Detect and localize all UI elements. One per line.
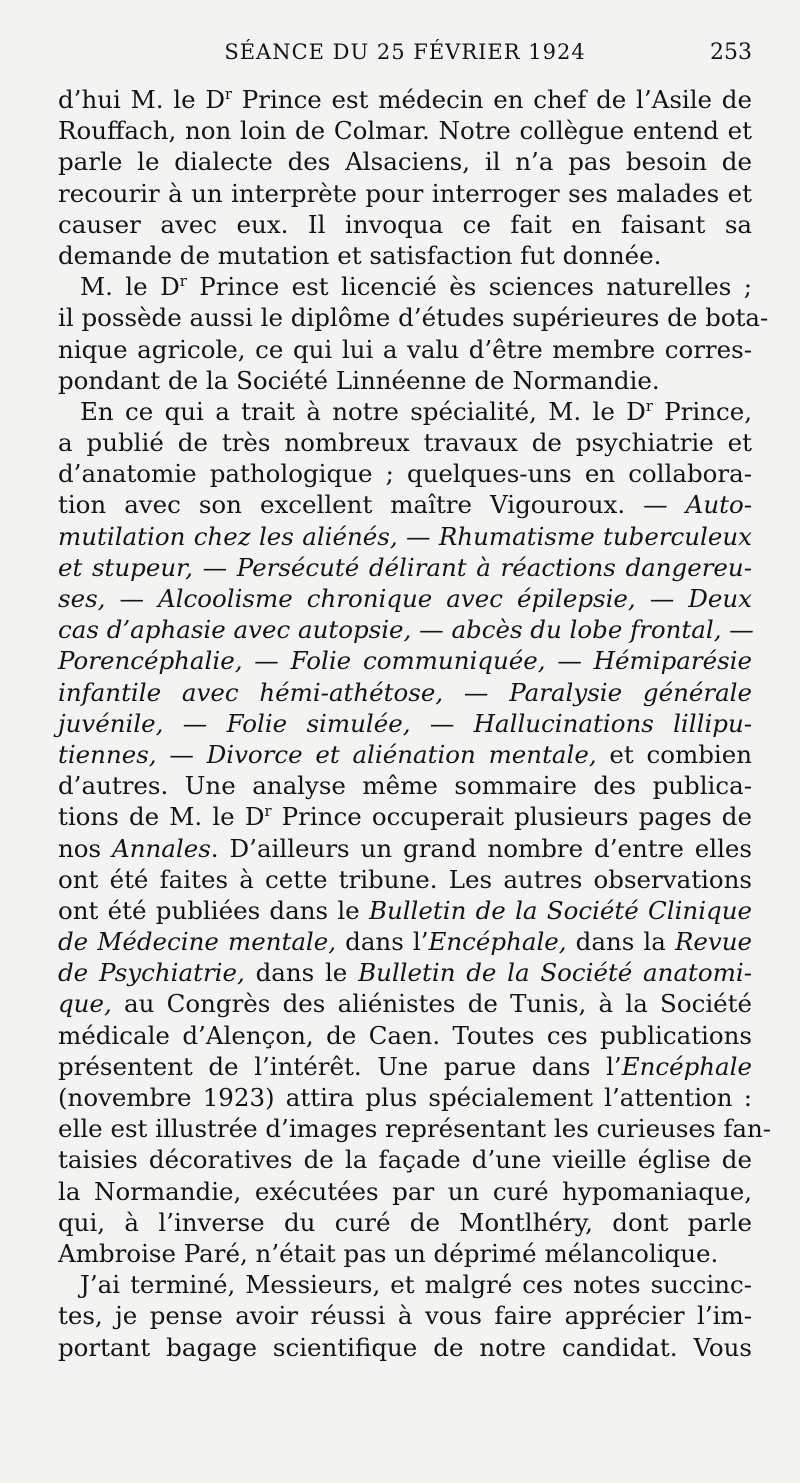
italic-text: Paralysie générale [509,677,753,707]
text-line [58,146,752,177]
text-line [58,240,752,271]
text-line [58,583,752,614]
text-segment: causer avec eux. Il invoqua ce fait en faisant sa [58,209,752,239]
italic-text: Encéphale, [428,927,567,957]
text-segment: présentent de l’intérêt. Une parue dans l’ [58,1051,622,1081]
text-segment: dans la [566,927,675,957]
text-segment: dans le [244,958,359,988]
italic-text: Hémiparésie [593,646,753,676]
italic-text: que, [58,989,112,1019]
text-line [58,864,752,895]
text-line [58,458,752,489]
text-segment: tion avec son excellent maître Vigouroux. — [58,490,686,520]
text-segment: d’anatomie pathologique ; quelques-uns en collabora- [58,459,752,489]
text-segment: — [163,708,227,738]
italic-text: juvénile, [58,708,164,738]
text-segment: tions de M. le D [58,802,265,832]
text-segment: — [721,615,754,645]
text-segment: et combien [596,739,753,769]
italic-text: Auto- [685,490,752,520]
text-line [58,1300,752,1331]
italic-text: Annales [112,833,211,863]
text-segment: tes, je pense avoir réussi à vous faire apprécier l’im- [58,1301,752,1331]
text-line [58,1238,752,1269]
italic-text: Revue [674,927,753,957]
italic-text: Hallucinations lillipu- [473,708,753,738]
text-segment: ont été publiées dans le [58,895,369,925]
text-segment: pondant de la Société Linnéenne de Normandie. [58,365,660,395]
superscript: r [179,273,187,291]
superscript: r [264,803,272,821]
text-segment: J’ai terminé, Messieurs, et malgré ces notes succinc- [80,1270,752,1300]
text-segment: d’hui M. le D [58,85,225,114]
italic-text: Porencéphalie, [58,646,243,676]
text-segment: — [410,708,474,738]
text-segment: — [192,552,237,582]
italic-text: Encéphale [621,1051,752,1081]
text-segment: Prince est licencié ès sciences naturelles ; [186,272,752,302]
page-header [58,40,752,76]
text-segment: au Congrès des aliénistes de Tunis, à la Société [111,989,752,1019]
text-line [58,1144,752,1175]
text-line [58,552,752,583]
italic-text: Folie simulée, [226,708,411,738]
text-segment: M. le D [80,272,180,302]
text-segment: elle est illustrée d’images représentant les curieuses fan- [58,1114,772,1144]
running-head: SÉANCE DU 25 FÉVRIER 1924 [224,40,586,64]
page-number: 253 [710,40,752,65]
text-line [58,489,752,520]
text-segment: qui, à l’inverse du curé de Montlhéry, dont parle [58,1207,752,1237]
text-segment: dans l’ [336,927,429,957]
text-segment: taisies décoratives de la façade d’une vieille église de [58,1145,752,1175]
body-text [58,84,772,1363]
italic-text: Folie communiquée, [290,646,546,676]
text-line [58,396,752,427]
text-segment: . D’ailleurs un grand nombre d’entre elles [210,833,752,863]
text-line [58,770,752,801]
text-line [58,178,752,209]
text-segment: — [635,584,689,613]
italic-text: Bulletin de la Société anatomi- [358,958,752,988]
text-segment: — [105,584,158,613]
text-segment: il possède aussi le diplôme d’études supérieures de bota- [58,303,769,333]
text-line [58,115,752,146]
text-segment: nique agricole, ce qui lui a valu d’être membre corres- [58,334,752,364]
text-line [58,677,752,708]
italic-text: ses, [58,584,106,613]
text-segment: la Normandie, exécutées par un curé hypomaniaque, [58,1176,752,1206]
text-line [58,833,752,864]
text-segment: — [242,646,291,676]
text-line [58,271,752,302]
italic-text: abcès du lobe frontal, [451,615,722,645]
text-line [58,801,752,832]
text-line [58,1020,752,1051]
text-line [58,1269,752,1300]
text-line [58,427,752,458]
superscript: r [224,86,233,104]
italic-text: et stupeur, [58,552,193,582]
text-segment: médicale d’Alençon, de Caen. Toutes ces publications [58,1020,752,1050]
italic-text: mutilation chez les aliénés, [58,521,398,551]
text-segment: — [443,677,510,707]
text-line [58,521,752,552]
text-segment: (novembre 1923) attira plus spécialement l’attention : [58,1083,752,1112]
italic-text: Bulletin de la Société Clinique [368,895,752,925]
italic-text: cas d’aphasie avec autopsie, [58,615,412,645]
text-segment: — [397,521,439,551]
text-segment: portant bagage scientifique de notre candidat. Vous [58,1332,752,1362]
text-segment: En ce qui a trait à notre spécialité, M. le D [80,396,646,426]
text-line [58,739,752,770]
italic-text: Persécuté délirant à réactions dangereu- [236,552,752,582]
italic-text: Deux [688,584,753,613]
text-line [58,645,752,676]
text-line [58,895,752,926]
text-segment: ont été faites à cette tribune. Les autres observations [58,864,752,894]
text-segment: demande de mutation et satisfaction fut donnée. [58,240,662,270]
italic-text: tiennes, [58,739,157,769]
italic-text: infantile avec hémi-athétose, [58,677,444,707]
text-line [58,302,769,333]
text-segment: d’autres. Une analyse même sommaire des publica- [58,771,752,801]
text-segment: a publié de très nombreux travaux de psychiatrie et [58,428,752,458]
text-line [58,1332,752,1363]
text-segment: recourir à un interprète pour interroger ses malades et [58,178,752,208]
text-segment: parle le dialecte des Alsaciens, il n’a pas besoin de [58,147,752,177]
text-line [58,988,752,1019]
text-line [58,365,752,396]
text-segment: Prince, [652,396,753,426]
italic-text: Divorce et aliénation mentale, [206,739,597,769]
text-segment: Rouffach, non loin de Colmar. Notre collègue entend et [58,116,752,146]
text-segment: Prince est médecin en chef de l’Asile de [232,85,752,114]
text-line [58,1051,752,1082]
text-line [58,957,752,988]
text-line [58,1113,772,1144]
italic-text: de Médecine mentale, [58,927,337,957]
text-line [58,926,752,957]
text-line [58,1176,752,1207]
italic-text: Rhumatisme tuberculeux [438,521,752,551]
text-segment: — [156,739,207,769]
text-line [58,1207,752,1238]
text-segment: — [545,646,594,676]
text-segment: Ambroise Paré, n’était pas un déprimé mélancolique. [58,1238,719,1268]
text-line [58,209,752,240]
text-line [58,1082,752,1113]
text-line [58,614,752,645]
italic-text: Alcoolisme chronique avec épilepsie, [157,584,636,613]
text-segment: nos [58,833,113,863]
text-line [58,84,752,115]
italic-text: de Psychiatrie, [58,958,245,988]
text-segment: — [411,615,452,645]
text-line [58,708,752,739]
text-segment: Prince occuperait plusieurs pages de [271,802,752,832]
text-line [58,334,752,365]
superscript: r [645,398,653,416]
